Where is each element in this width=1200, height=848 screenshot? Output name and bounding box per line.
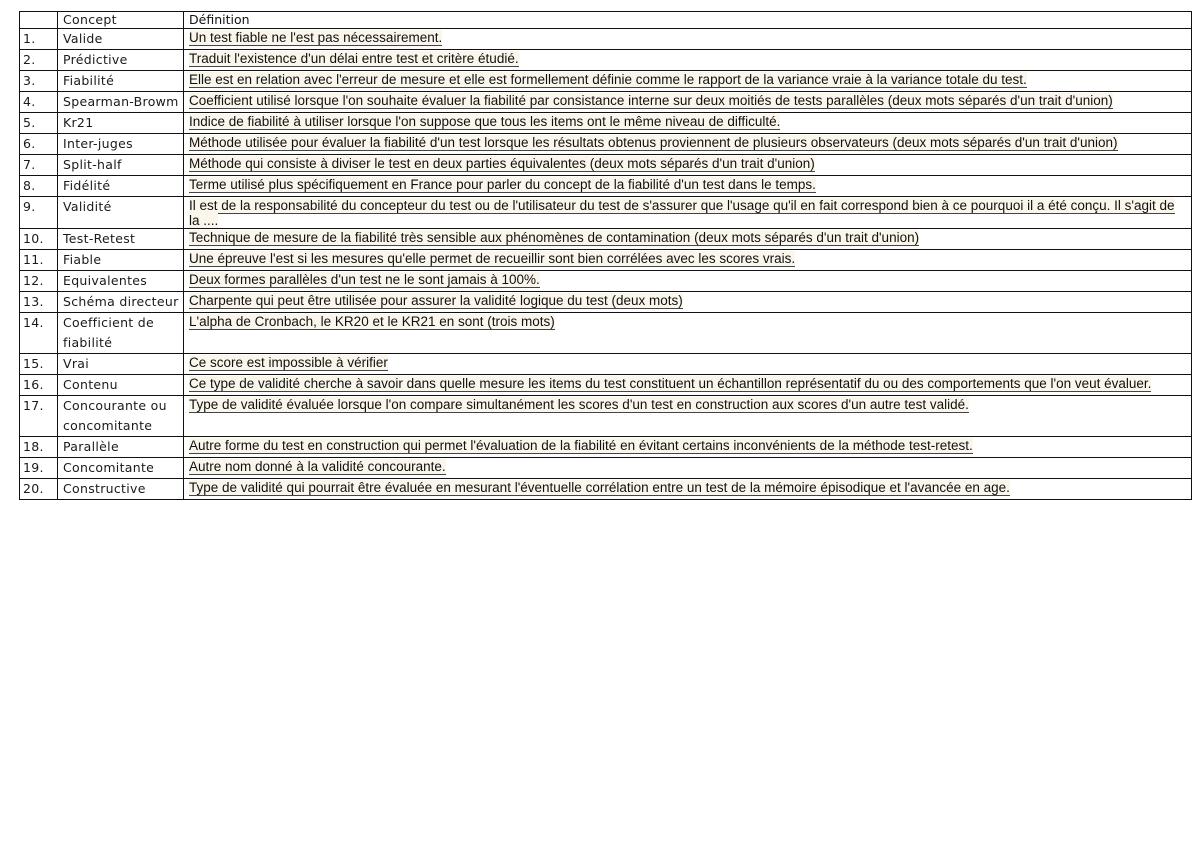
definition-cell [184, 134, 1192, 155]
concept-cell: Schéma directeur [58, 292, 184, 313]
concept-cell: Equivalentes [58, 271, 184, 292]
table-row [20, 479, 1192, 500]
table-row [20, 437, 1192, 458]
table-row [20, 250, 1192, 271]
table-row [20, 313, 1192, 354]
definition-cell [184, 155, 1192, 176]
concept-cell: Fidélité [58, 176, 184, 197]
table-body [20, 12, 1192, 500]
row-number-cell: 20. [20, 479, 58, 500]
table-row [20, 155, 1192, 176]
concept-cell: Test-Retest [58, 229, 184, 250]
definition-cell [184, 479, 1192, 500]
row-number-cell: 15. [20, 354, 58, 375]
concept-cell: Contenu [58, 375, 184, 396]
definition-text: Elle est en relation avec l'erreur de mesure et elle est formellement définie comme le rapport de la variance vraie à la variance totale du test. [189, 72, 1027, 87]
definition-text: Technique de mesure de la fiabilité très sensible aux phénomènes de contamination (deux mots séparés d'un trait d'union) [189, 230, 920, 245]
concept-cell: Fiable [58, 250, 184, 271]
row-number-cell: 19. [20, 458, 58, 479]
definition-text: Une épreuve l'est si les mesures qu'elle permet de recueillir sont bien corrélées avec les scores vrais. [189, 251, 796, 266]
definition-cell [184, 197, 1192, 229]
table-row [20, 113, 1192, 134]
concept-cell: Inter-juges [58, 134, 184, 155]
header-concept-cell: Concept [58, 12, 184, 29]
row-number-cell: 7. [20, 155, 58, 176]
definition-text: Traduit l'existence d'un délai entre test et critère étudié. [189, 51, 519, 66]
table-row [20, 271, 1192, 292]
table-header-row [20, 12, 1192, 29]
definition-text: Type de validité qui pourrait être évaluée en mesurant l'éventuelle corrélation entre un test de la mémoire épisodique et l'avancée en age. [189, 480, 1010, 495]
row-number-cell: 3. [20, 71, 58, 92]
concept-cell: Concourante ou concomitante [58, 396, 184, 437]
row-number-cell: 14. [20, 313, 58, 354]
row-number-cell: 10. [20, 229, 58, 250]
concept-definition-table [19, 11, 1192, 500]
row-number-cell: 11. [20, 250, 58, 271]
definition-text: Ce score est impossible à vérifier [189, 355, 388, 370]
concept-cell: Vrai [58, 354, 184, 375]
row-number-cell: 18. [20, 437, 58, 458]
definition-cell [184, 92, 1192, 113]
definition-text: L'alpha de Cronbach, le KR20 et le KR21 en sont (trois mots) [189, 314, 555, 329]
concept-cell: Validité [58, 197, 184, 229]
table-row [20, 92, 1192, 113]
definition-text: Un test fiable ne l'est pas nécessairement. [189, 30, 443, 45]
definition-text: Indice de fiabilité à utiliser lorsque l'on suppose que tous les items ont le même niveau de difficulté. [189, 114, 781, 129]
definition-text: Autre nom donné à la validité concourante. [189, 459, 446, 474]
table-row [20, 134, 1192, 155]
concept-cell: Constructive [58, 479, 184, 500]
definition-cell [184, 29, 1192, 50]
definition-cell [184, 292, 1192, 313]
row-number-cell: 2. [20, 50, 58, 71]
glossary-sheet [19, 11, 1192, 500]
table-row [20, 354, 1192, 375]
row-number-cell: 6. [20, 134, 58, 155]
row-number-cell: 1. [20, 29, 58, 50]
concept-cell: Kr21 [58, 113, 184, 134]
definition-text: Deux formes parallèles d'un test ne le sont jamais à 100%. [189, 272, 540, 287]
definition-cell [184, 71, 1192, 92]
concept-cell: Fiabilité [58, 71, 184, 92]
definition-cell [184, 396, 1192, 437]
row-number-cell: 4. [20, 92, 58, 113]
concept-cell: Split-half [58, 155, 184, 176]
header-number-cell [20, 12, 58, 29]
definition-cell [184, 176, 1192, 197]
concept-cell: Prédictive [58, 50, 184, 71]
concept-cell: Coefficient de fiabilité [58, 313, 184, 354]
header-definition-cell: Définition [184, 12, 1192, 29]
definition-cell [184, 113, 1192, 134]
row-number-cell: 13. [20, 292, 58, 313]
table-row [20, 458, 1192, 479]
definition-text: Autre forme du test en construction qui permet l'évaluation de la fiabilité en évitant certains inconvénients de la méthode test-retest. [189, 438, 973, 453]
definition-cell [184, 313, 1192, 354]
table-row [20, 176, 1192, 197]
concept-cell: Concomitante [58, 458, 184, 479]
definition-text: Type de validité évaluée lorsque l'on compare simultanément les scores d'un test en construction aux scores d'un autre test validé. [189, 397, 969, 412]
definition-cell [184, 458, 1192, 479]
row-number-cell: 5. [20, 113, 58, 134]
concept-cell: Valide [58, 29, 184, 50]
table-row [20, 197, 1192, 229]
definition-text: Coefficient utilisé lorsque l'on souhaite évaluer la fiabilité par consistance interne sur deux moitiés de tests parallèles (deux mots séparés d'un trait d'union) [189, 93, 1113, 108]
definition-cell [184, 250, 1192, 271]
definition-text: Méthode utilisée pour évaluer la fiabilité d'un test lorsque les résultats obtenus proviennent de plusieurs observateurs (deux mots séparés d'un trait d'union) [189, 135, 1118, 150]
definition-text: Il est de la responsabilité du concepteur du test ou de l'utilisateur du test de s'assurer que l'usage qu'il en fait correspond bien à ce pourquoi il a été conçu. Il s'agit de la .... [189, 198, 1175, 228]
concept-cell: Spearman-Browm [58, 92, 184, 113]
table-row [20, 375, 1192, 396]
row-number-cell: 12. [20, 271, 58, 292]
definition-text: Méthode qui consiste à diviser le test en deux parties équivalentes (deux mots séparés d'un trait d'union) [189, 156, 815, 171]
table-row [20, 292, 1192, 313]
table-row [20, 29, 1192, 50]
row-number-cell: 17. [20, 396, 58, 437]
definition-cell [184, 437, 1192, 458]
definition-cell [184, 229, 1192, 250]
row-number-cell: 9. [20, 197, 58, 229]
definition-cell [184, 354, 1192, 375]
definition-cell [184, 375, 1192, 396]
definition-cell [184, 50, 1192, 71]
table-row [20, 229, 1192, 250]
definition-text: Terme utilisé plus spécifiquement en France pour parler du concept de la fiabilité d'un test dans le temps. [189, 177, 816, 192]
definition-text: Charpente qui peut être utilisée pour assurer la validité logique du test (deux mots) [189, 293, 683, 308]
table-row [20, 50, 1192, 71]
table-row [20, 71, 1192, 92]
row-number-cell: 16. [20, 375, 58, 396]
row-number-cell: 8. [20, 176, 58, 197]
concept-cell: Parallèle [58, 437, 184, 458]
definition-text: Ce type de validité cherche à savoir dans quelle mesure les items du test constituent un échantillon représentatif du ou des comportements que l'on veut évaluer. [189, 376, 1152, 391]
definition-cell [184, 271, 1192, 292]
table-row [20, 396, 1192, 437]
